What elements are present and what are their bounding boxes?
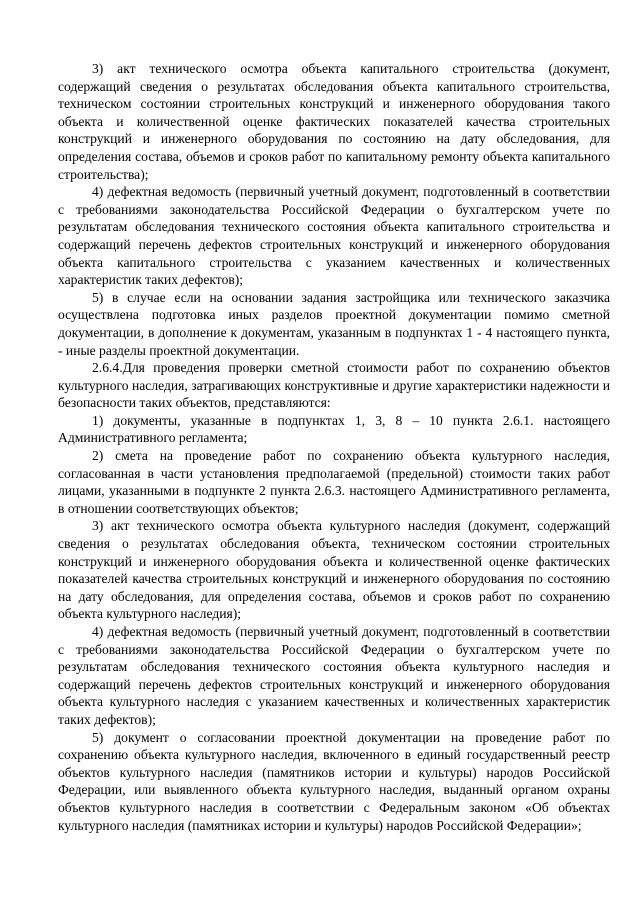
paragraph-item-4-defect-list: 4) дефектная ведомость (первичный учетный документ, подготовленный в соответствии с требованиями законодательства Российской Федерации о бухгалтерском учете по результатам обследования технического состояния объекта капитального строительства и содержащий перечень дефектов строительных конструкций и инженерного оборудования объекта капитального строительства с указанием качественных и количественных характеристик таких дефектов); — [58, 184, 610, 288]
paragraph-item-2-estimate: 2) смета на проведение работ по сохранению объекта культурного наследия, согласованная в части установления предполагаемой (предельной) стоимости таких работ лицами, указанными в подпункте 2 пункта 2.6.3. настоящего Административного регламента, в отношении соответствующих объектов; — [58, 448, 610, 516]
paragraph-item-1-documents: 1) документы, указанные в подпунктах 1, 3, 8 – 10 пункта 2.6.1. настоящего Административного регламента; — [58, 412, 610, 446]
document-page — [58, 60, 610, 834]
paragraph-item-5-other-sections: 5) в случае если на основании задания застройщика или технического заказчика осуществлена подготовка иных разделов проектной документации помимо сметной документации, в дополнение к документам, указанным в подпунктах 1 - 4 настоящего пункта, - иные разделы проектной документации. — [58, 289, 610, 358]
paragraph-item-3-heritage-act: 3) акт технического осмотра объекта культурного наследия (документ, содержащий сведения о результатах обследования объекта, техническом состоянии строительных конструкций и инженерного оборудования объекта и количественной оценке фактических показателей качества строительных конструкций и инженерного оборудования по состоянию на дату обследования, для определения состава, объемов и сроков работ по сохранению объекта культурного наследия); — [58, 518, 610, 622]
paragraph-item-4-heritage-defect-list: 4) дефектная ведомость (первичный учетный документ, подготовленный в соответствии с требованиями законодательства Российской Федерации о бухгалтерском учете по результатам обследования технического состояния объекта культурного наследия и содержащий перечень дефектов строительных конструкций и инженерного оборудования объекта культурного наследия с указанием качественных и количественных характеристик таких дефектов); — [58, 624, 610, 727]
paragraph-item-3-act: 3) акт технического осмотра объекта капитального строительства (документ, содержащий сведения о результатах обследования объекта капитального строительства, техническом состоянии строительных конструкций и инженерного оборудования такого объекта и количественной оценке фактических показателей качества строительных конструкций и инженерного оборудования по состоянию на дату обследования, для определения состава, объемов и сроков работ по капитальному ремонту объекта капитального строительства); — [58, 61, 610, 182]
paragraph-item-5-approval-document: 5) документ о согласовании проектной документации на проведение работ по сохранению объекта культурного наследия, включенного в единый государственный реестр объектов культурного наследия (памятников истории и культуры) народов Российской Федерации, или выявленного объекта культурного наследия, выданный органом охраны объектов культурного наследия в соответствии с Федеральным законом «Об объектах культурного наследия (памятниках истории и культуры) народов Российской Федерации»; — [58, 729, 610, 833]
paragraph-section-2-6-4: 2.6.4.Для проведения проверки сметной стоимости работ по сохранению объектов культурного наследия, затрагивающих конструктивные и другие характеристики надежности и безопасности таких объектов, представляются: — [58, 360, 610, 411]
